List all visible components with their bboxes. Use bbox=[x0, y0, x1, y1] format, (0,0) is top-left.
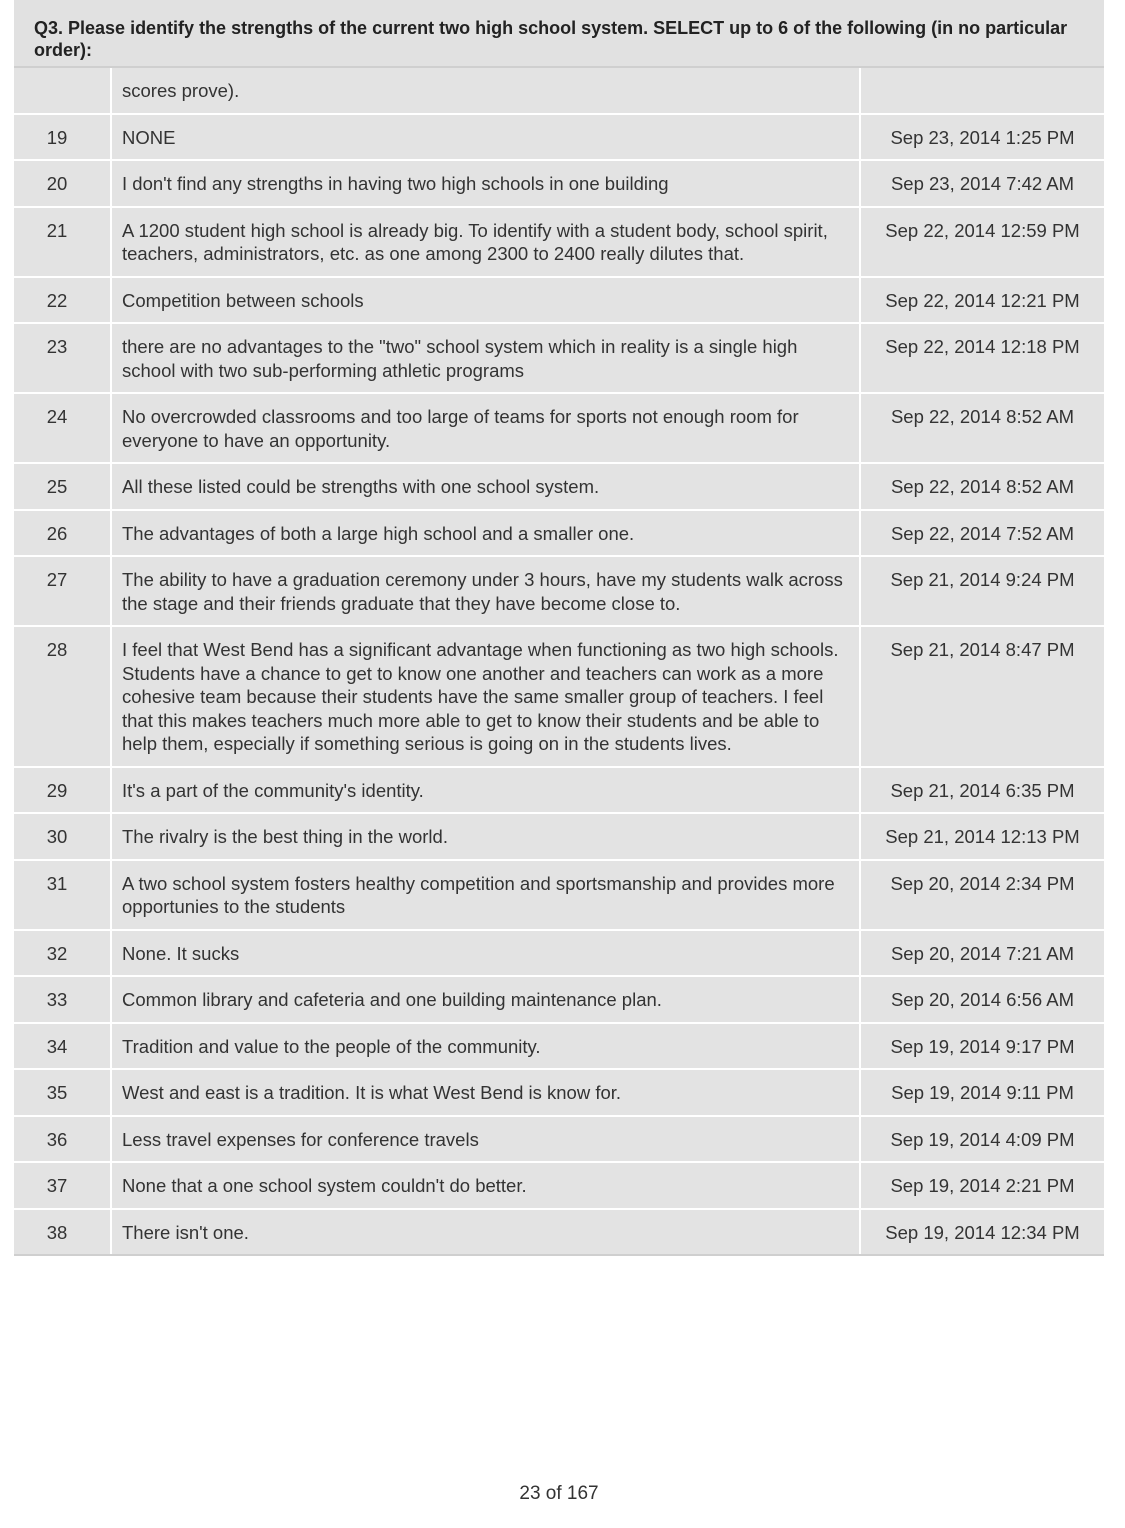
table-row bbox=[14, 1116, 1104, 1163]
table-row bbox=[14, 860, 1104, 930]
response-date: Sep 22, 2014 8:52 AM bbox=[860, 393, 1104, 463]
table-row bbox=[14, 463, 1104, 510]
response-text: The advantages of both a large high school and a smaller one. bbox=[111, 510, 860, 557]
response-date: Sep 22, 2014 12:18 PM bbox=[860, 323, 1104, 393]
response-number: 36 bbox=[14, 1116, 111, 1163]
responses-table-body bbox=[14, 67, 1104, 1255]
table-row bbox=[14, 67, 1104, 114]
response-text: I don't find any strengths in having two high schools in one building bbox=[111, 160, 860, 207]
table-row bbox=[14, 160, 1104, 207]
response-text: there are no advantages to the "two" school system which in reality is a single high school with two sub-performing athletic programs bbox=[111, 323, 860, 393]
response-date: Sep 20, 2014 7:21 AM bbox=[860, 930, 1104, 977]
response-date: Sep 19, 2014 9:11 PM bbox=[860, 1069, 1104, 1116]
table-row bbox=[14, 1209, 1104, 1256]
response-number: 29 bbox=[14, 767, 111, 814]
table-row bbox=[14, 626, 1104, 767]
table-row bbox=[14, 930, 1104, 977]
response-text: No overcrowded classrooms and too large of teams for sports not enough room for everyone to have an opportunity. bbox=[111, 393, 860, 463]
response-number bbox=[14, 67, 111, 114]
response-text: I feel that West Bend has a significant advantage when functioning as two high schools. Students have a chance to get to know one another and teachers can work as a more cohesive team because their students have the same smaller group of teachers. I feel that this makes teachers much more able to get to know their students and be able to help them, especially if something serious is going on in the students lives. bbox=[111, 626, 860, 767]
response-text: A 1200 student high school is already big. To identify with a student body, school spirit, teachers, administrators, etc. as one among 2300 to 2400 really dilutes that. bbox=[111, 207, 860, 277]
response-text: There isn't one. bbox=[111, 1209, 860, 1256]
table-row bbox=[14, 114, 1104, 161]
response-date: Sep 21, 2014 8:47 PM bbox=[860, 626, 1104, 767]
response-date: Sep 19, 2014 12:34 PM bbox=[860, 1209, 1104, 1256]
response-text: None. It sucks bbox=[111, 930, 860, 977]
response-number: 21 bbox=[14, 207, 111, 277]
response-number: 38 bbox=[14, 1209, 111, 1256]
table-row bbox=[14, 813, 1104, 860]
response-text: scores prove). bbox=[111, 67, 860, 114]
table-row bbox=[14, 323, 1104, 393]
response-text: All these listed could be strengths with one school system. bbox=[111, 463, 860, 510]
response-text: Tradition and value to the people of the community. bbox=[111, 1023, 860, 1070]
response-number: 30 bbox=[14, 813, 111, 860]
response-text: None that a one school system couldn't do better. bbox=[111, 1162, 860, 1209]
response-number: 32 bbox=[14, 930, 111, 977]
page-number: 23 of 167 bbox=[519, 1483, 599, 1504]
response-text: The ability to have a graduation ceremony under 3 hours, have my students walk across the stage and their friends graduate that they have become close to. bbox=[111, 556, 860, 626]
response-date: Sep 22, 2014 12:59 PM bbox=[860, 207, 1104, 277]
table-row bbox=[14, 1023, 1104, 1070]
response-number: 23 bbox=[14, 323, 111, 393]
response-text: West and east is a tradition. It is what West Bend is know for. bbox=[111, 1069, 860, 1116]
table-row bbox=[14, 393, 1104, 463]
table-row bbox=[14, 1162, 1104, 1209]
response-date: Sep 19, 2014 2:21 PM bbox=[860, 1162, 1104, 1209]
response-number: 34 bbox=[14, 1023, 111, 1070]
response-number: 24 bbox=[14, 393, 111, 463]
question-title: Q3. Please identify the strengths of the current two high school system. SELECT up to 6 of the following (in no particular order): bbox=[14, 0, 1104, 66]
response-number: 26 bbox=[14, 510, 111, 557]
response-text: The rivalry is the best thing in the world. bbox=[111, 813, 860, 860]
response-date: Sep 19, 2014 4:09 PM bbox=[860, 1116, 1104, 1163]
response-date: Sep 20, 2014 6:56 AM bbox=[860, 976, 1104, 1023]
response-date: Sep 23, 2014 1:25 PM bbox=[860, 114, 1104, 161]
response-number: 37 bbox=[14, 1162, 111, 1209]
response-date: Sep 23, 2014 7:42 AM bbox=[860, 160, 1104, 207]
response-date: Sep 21, 2014 6:35 PM bbox=[860, 767, 1104, 814]
response-number: 25 bbox=[14, 463, 111, 510]
table-row bbox=[14, 277, 1104, 324]
response-date: Sep 20, 2014 2:34 PM bbox=[860, 860, 1104, 930]
table-row bbox=[14, 556, 1104, 626]
response-text: NONE bbox=[111, 114, 860, 161]
response-number: 28 bbox=[14, 626, 111, 767]
response-text: Common library and cafeteria and one building maintenance plan. bbox=[111, 976, 860, 1023]
table-row bbox=[14, 1069, 1104, 1116]
response-number: 22 bbox=[14, 277, 111, 324]
response-date: Sep 22, 2014 7:52 AM bbox=[860, 510, 1104, 557]
response-text: Less travel expenses for conference travels bbox=[111, 1116, 860, 1163]
response-date: Sep 21, 2014 12:13 PM bbox=[860, 813, 1104, 860]
response-number: 27 bbox=[14, 556, 111, 626]
response-text: A two school system fosters healthy competition and sportsmanship and provides more opportunies to the students bbox=[111, 860, 860, 930]
response-date: Sep 19, 2014 9:17 PM bbox=[860, 1023, 1104, 1070]
table-row bbox=[14, 976, 1104, 1023]
response-number: 20 bbox=[14, 160, 111, 207]
responses-table bbox=[14, 66, 1104, 1256]
response-date: Sep 22, 2014 8:52 AM bbox=[860, 463, 1104, 510]
response-number: 31 bbox=[14, 860, 111, 930]
response-date: Sep 22, 2014 12:21 PM bbox=[860, 277, 1104, 324]
response-date: Sep 21, 2014 9:24 PM bbox=[860, 556, 1104, 626]
table-row bbox=[14, 207, 1104, 277]
response-text: Competition between schools bbox=[111, 277, 860, 324]
response-date bbox=[860, 67, 1104, 114]
table-row bbox=[14, 510, 1104, 557]
table-row bbox=[14, 767, 1104, 814]
response-number: 33 bbox=[14, 976, 111, 1023]
response-number: 35 bbox=[14, 1069, 111, 1116]
response-number: 19 bbox=[14, 114, 111, 161]
response-text: It's a part of the community's identity. bbox=[111, 767, 860, 814]
survey-page bbox=[14, 0, 1104, 1256]
